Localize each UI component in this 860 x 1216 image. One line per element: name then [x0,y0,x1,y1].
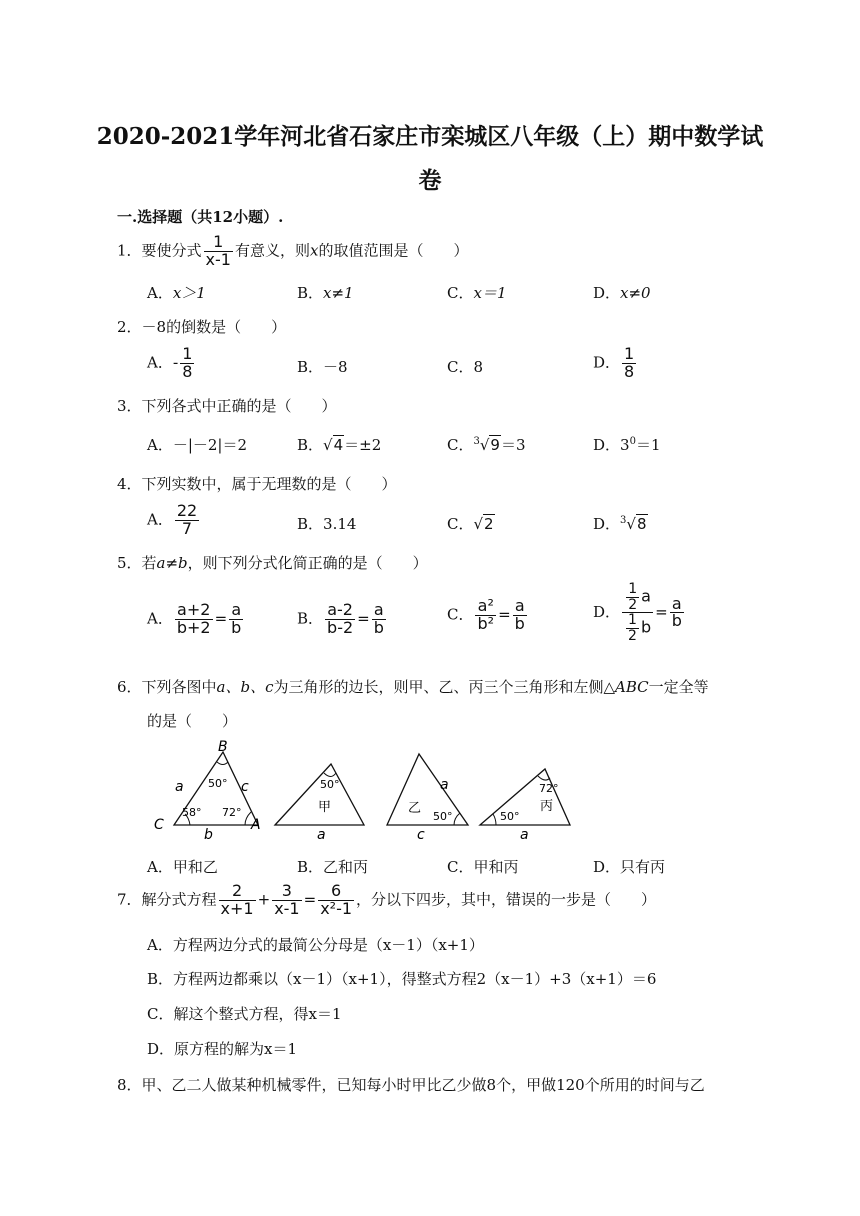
question-6-cont: 的是（ ） [147,712,238,730]
denominator: 8 [624,361,635,381]
q4-option-a[interactable] [147,503,201,538]
fraction [622,346,636,381]
denominator: 7 [181,518,193,538]
q5-option-a[interactable] [147,602,245,637]
numerator: a [670,596,684,614]
numerator: 2 [219,883,256,901]
opt-label: B． [297,609,324,628]
opt-label: D． [593,353,621,372]
vertex-label-c: C [154,817,164,833]
denominator: x-1 [274,898,300,918]
equals: = [357,609,370,628]
fraction [318,883,354,918]
numerator: 1 [628,581,638,597]
denominator: 2 [628,628,637,645]
denominator: 2 [628,596,638,613]
q6-option-d[interactable]: D．只有丙 [593,858,666,876]
side-label-b: b [204,827,213,842]
q1-option-b[interactable] [297,282,354,303]
numerator: a [372,602,386,620]
question-1 [117,234,468,269]
radical-sign: √ [479,436,490,454]
question-5 [117,552,428,573]
q5-option-c[interactable] [447,598,529,633]
opt-rest: ＝±2 [344,436,382,454]
opt-label: D． [593,284,621,302]
triangles-figure [140,740,580,842]
numerator: 3 [272,883,301,901]
half [626,582,639,612]
opt-label: A． [147,510,173,529]
numerator: a² [475,598,496,616]
question-7 [117,883,656,918]
fraction [219,883,256,918]
radical-sign: √ [323,436,333,454]
half [626,613,639,643]
angle-arc [217,762,228,765]
triangle-label-jia: 甲 [318,800,332,815]
denominator [622,613,653,643]
numerator: 1 [182,344,193,363]
side-label-a: a [520,827,529,842]
angle-arc [493,814,496,825]
opt-value: x≠0 [620,284,651,302]
question-6 [117,676,709,697]
radicand: 9 [490,436,500,454]
q5-stem: 5．若 [117,554,157,572]
opt-label: C． [447,515,474,533]
q7-stem2: ，分以下四步，其中，错误的一步是（ ） [356,890,657,909]
q3-option-b[interactable] [297,434,381,455]
q7-option-b[interactable]: B．方程两边都乘以（x－1）（x+1），得整式方程2（x－1）+3（x+1）＝6 [147,970,657,988]
var-b: b [640,618,652,638]
radicand: 4 [333,436,344,454]
vertex-label-b: B [218,740,228,755]
q6-vars: a、b、c [216,678,274,696]
numerator: 1 [624,344,635,363]
numerator: a-2 [325,602,355,620]
q2-option-d[interactable] [593,346,638,381]
numerator [622,582,653,613]
angle-label-50: 50° [320,778,340,791]
compound-fraction [622,582,653,644]
exponent: 0 [629,436,636,447]
triangle-label-bing: 丙 [540,799,554,814]
opt-label: D． [593,515,621,533]
denominator: b [231,617,242,637]
q4-option-b[interactable]: B．3.14 [297,515,357,533]
equals: = [655,602,668,621]
opt-value: x＝1 [473,284,507,302]
side-label-a: a [175,779,184,795]
q1-option-c[interactable] [447,282,507,303]
fraction [325,602,355,637]
angle-label-72: 72° [539,782,559,795]
opt-label: D．3 [593,436,630,454]
question-4: 4．下列实数中，属于无理数的是（ ） [117,475,397,493]
numerator: a [229,602,243,620]
angle-arc [454,813,460,825]
denominator: b [514,613,525,633]
equals: = [303,890,317,909]
angle-label-50: 50° [433,810,453,823]
triangle-bing [480,769,570,825]
opt-rest: ＝3 [500,436,526,454]
angle-label-72: 72° [222,806,242,819]
opt-label: A． [147,609,173,628]
vertex-label-a: A [251,817,261,833]
angle-label-50: 50° [208,777,228,790]
fraction [180,346,194,381]
opt-label: C． [447,436,474,454]
q5-option-b[interactable] [297,602,388,637]
denominator: x²-1 [320,898,353,918]
numerator: 6 [318,883,354,901]
q6-stem2: 为三角形的边长，则甲、乙、丙三个三角形和左侧△ [273,678,616,696]
q6-stem: 6．下列各图中 [117,678,217,696]
numerator: 1 [628,612,637,629]
angle-label-58: 58° [182,806,202,819]
fraction [513,598,527,633]
q1-stem3: 的取值范围是（ ） [318,241,469,260]
angle-arc [324,773,336,777]
q6-option-c[interactable]: C．甲和丙 [447,858,519,876]
q1-fraction [204,234,233,269]
plus: + [257,890,271,909]
triangle-label-yi: 乙 [408,801,422,816]
opt-value: x＞1 [172,284,206,302]
opt-label: A． [147,353,173,372]
q2-option-a[interactable] [147,346,196,381]
fraction [175,602,213,637]
q7-option-a[interactable]: A．方程两边分式的最简公分母是（x－1）（x+1） [147,936,484,954]
fraction [272,883,301,918]
equals: = [214,609,228,628]
radical-sign: √ [626,515,636,533]
triangle-yi [387,754,468,825]
q7-option-d[interactable]: D．原方程的解为x＝1 [147,1040,298,1058]
q1-stem: 1．要使分式 [117,241,202,260]
radicand: 2 [484,515,494,533]
q5-condition: a≠b [156,554,188,572]
fraction [175,503,199,538]
numerator: 22 [176,501,198,520]
opt-label: D． [593,602,621,621]
q7-option-c[interactable]: C．解这个整式方程，得x＝1 [147,1005,342,1023]
radical-sign: √ [473,515,484,533]
page-title-cont: 卷 [418,167,442,194]
question-8: 8．甲、乙二人做某种机械零件，已知每小时甲比乙少做8个，甲做120个所用的时间与乙 [117,1076,705,1094]
q1-stem2: 有意义，则 [234,241,310,260]
denominator: 8 [182,361,193,381]
denominator: b-2 [327,617,354,637]
question-3: 3．下列各式中正确的是（ ） [117,397,337,415]
q6-triangle-name: ABC [615,678,649,696]
root-index: 3 [473,436,480,447]
q6-option-b[interactable]: B．乙和丙 [297,858,369,876]
q5-option-d[interactable] [593,582,686,644]
opt-value: x≠1 [323,284,354,302]
opt-label: C． [447,284,474,302]
fraction [670,593,684,631]
page-title: 2020-2021学年河北省石家庄市栾城区八年级（上）期中数学试 [96,123,764,150]
q3-option-c[interactable] [447,434,526,455]
side-label-a: a [317,827,326,842]
q1-option-a[interactable] [147,282,206,303]
denominator: x-1 [205,249,231,269]
opt-label: A． [147,284,173,302]
side-label-c: c [417,827,425,842]
denominator: b+2 [176,617,211,637]
opt-label: B． [297,436,324,454]
fraction [229,602,243,637]
q5-stem2: ，则下列分式化简正确的是（ ） [187,554,428,572]
q6-stem3: 一定全等 [648,678,709,696]
var-a: a [641,586,651,606]
side-label-c: c [241,779,249,795]
denominator: x+1 [220,898,254,918]
root-index: 3 [620,515,627,526]
denominator: b [671,611,682,631]
equals: = [498,605,511,624]
angle-label-50: 50° [500,810,520,823]
denominator: b [373,617,384,637]
q1-option-d[interactable] [593,282,651,303]
q3-option-a[interactable]: A．－|－2|＝2 [147,436,248,454]
side-label-a: a [440,777,449,793]
denominator: b² [477,613,495,633]
q3-option-d[interactable] [593,434,661,455]
q6-option-a[interactable]: A．甲和乙 [147,858,218,876]
fraction [372,602,386,637]
minus-sign: - [172,353,179,372]
q4-option-d[interactable] [593,513,648,534]
numerator: 1 [204,234,233,252]
radicand: 8 [636,515,647,533]
q2-option-c[interactable]: C．8 [447,358,484,376]
section-heading: 一.选择题（共12小题）. [117,208,284,226]
q4-option-c[interactable] [447,513,495,534]
opt-rest: ＝1 [635,436,661,454]
q7-stem: 7．解分式方程 [117,890,217,909]
q1-var: x [309,241,319,260]
question-2: 2．－8的倒数是（ ） [117,318,287,336]
triangle-jia [275,764,364,825]
q2-option-b[interactable]: B．－8 [297,358,348,376]
fraction [475,598,496,633]
opt-label: C． [447,605,474,624]
numerator: a [513,598,527,616]
opt-label: B． [297,284,324,302]
numerator: a+2 [175,602,213,620]
